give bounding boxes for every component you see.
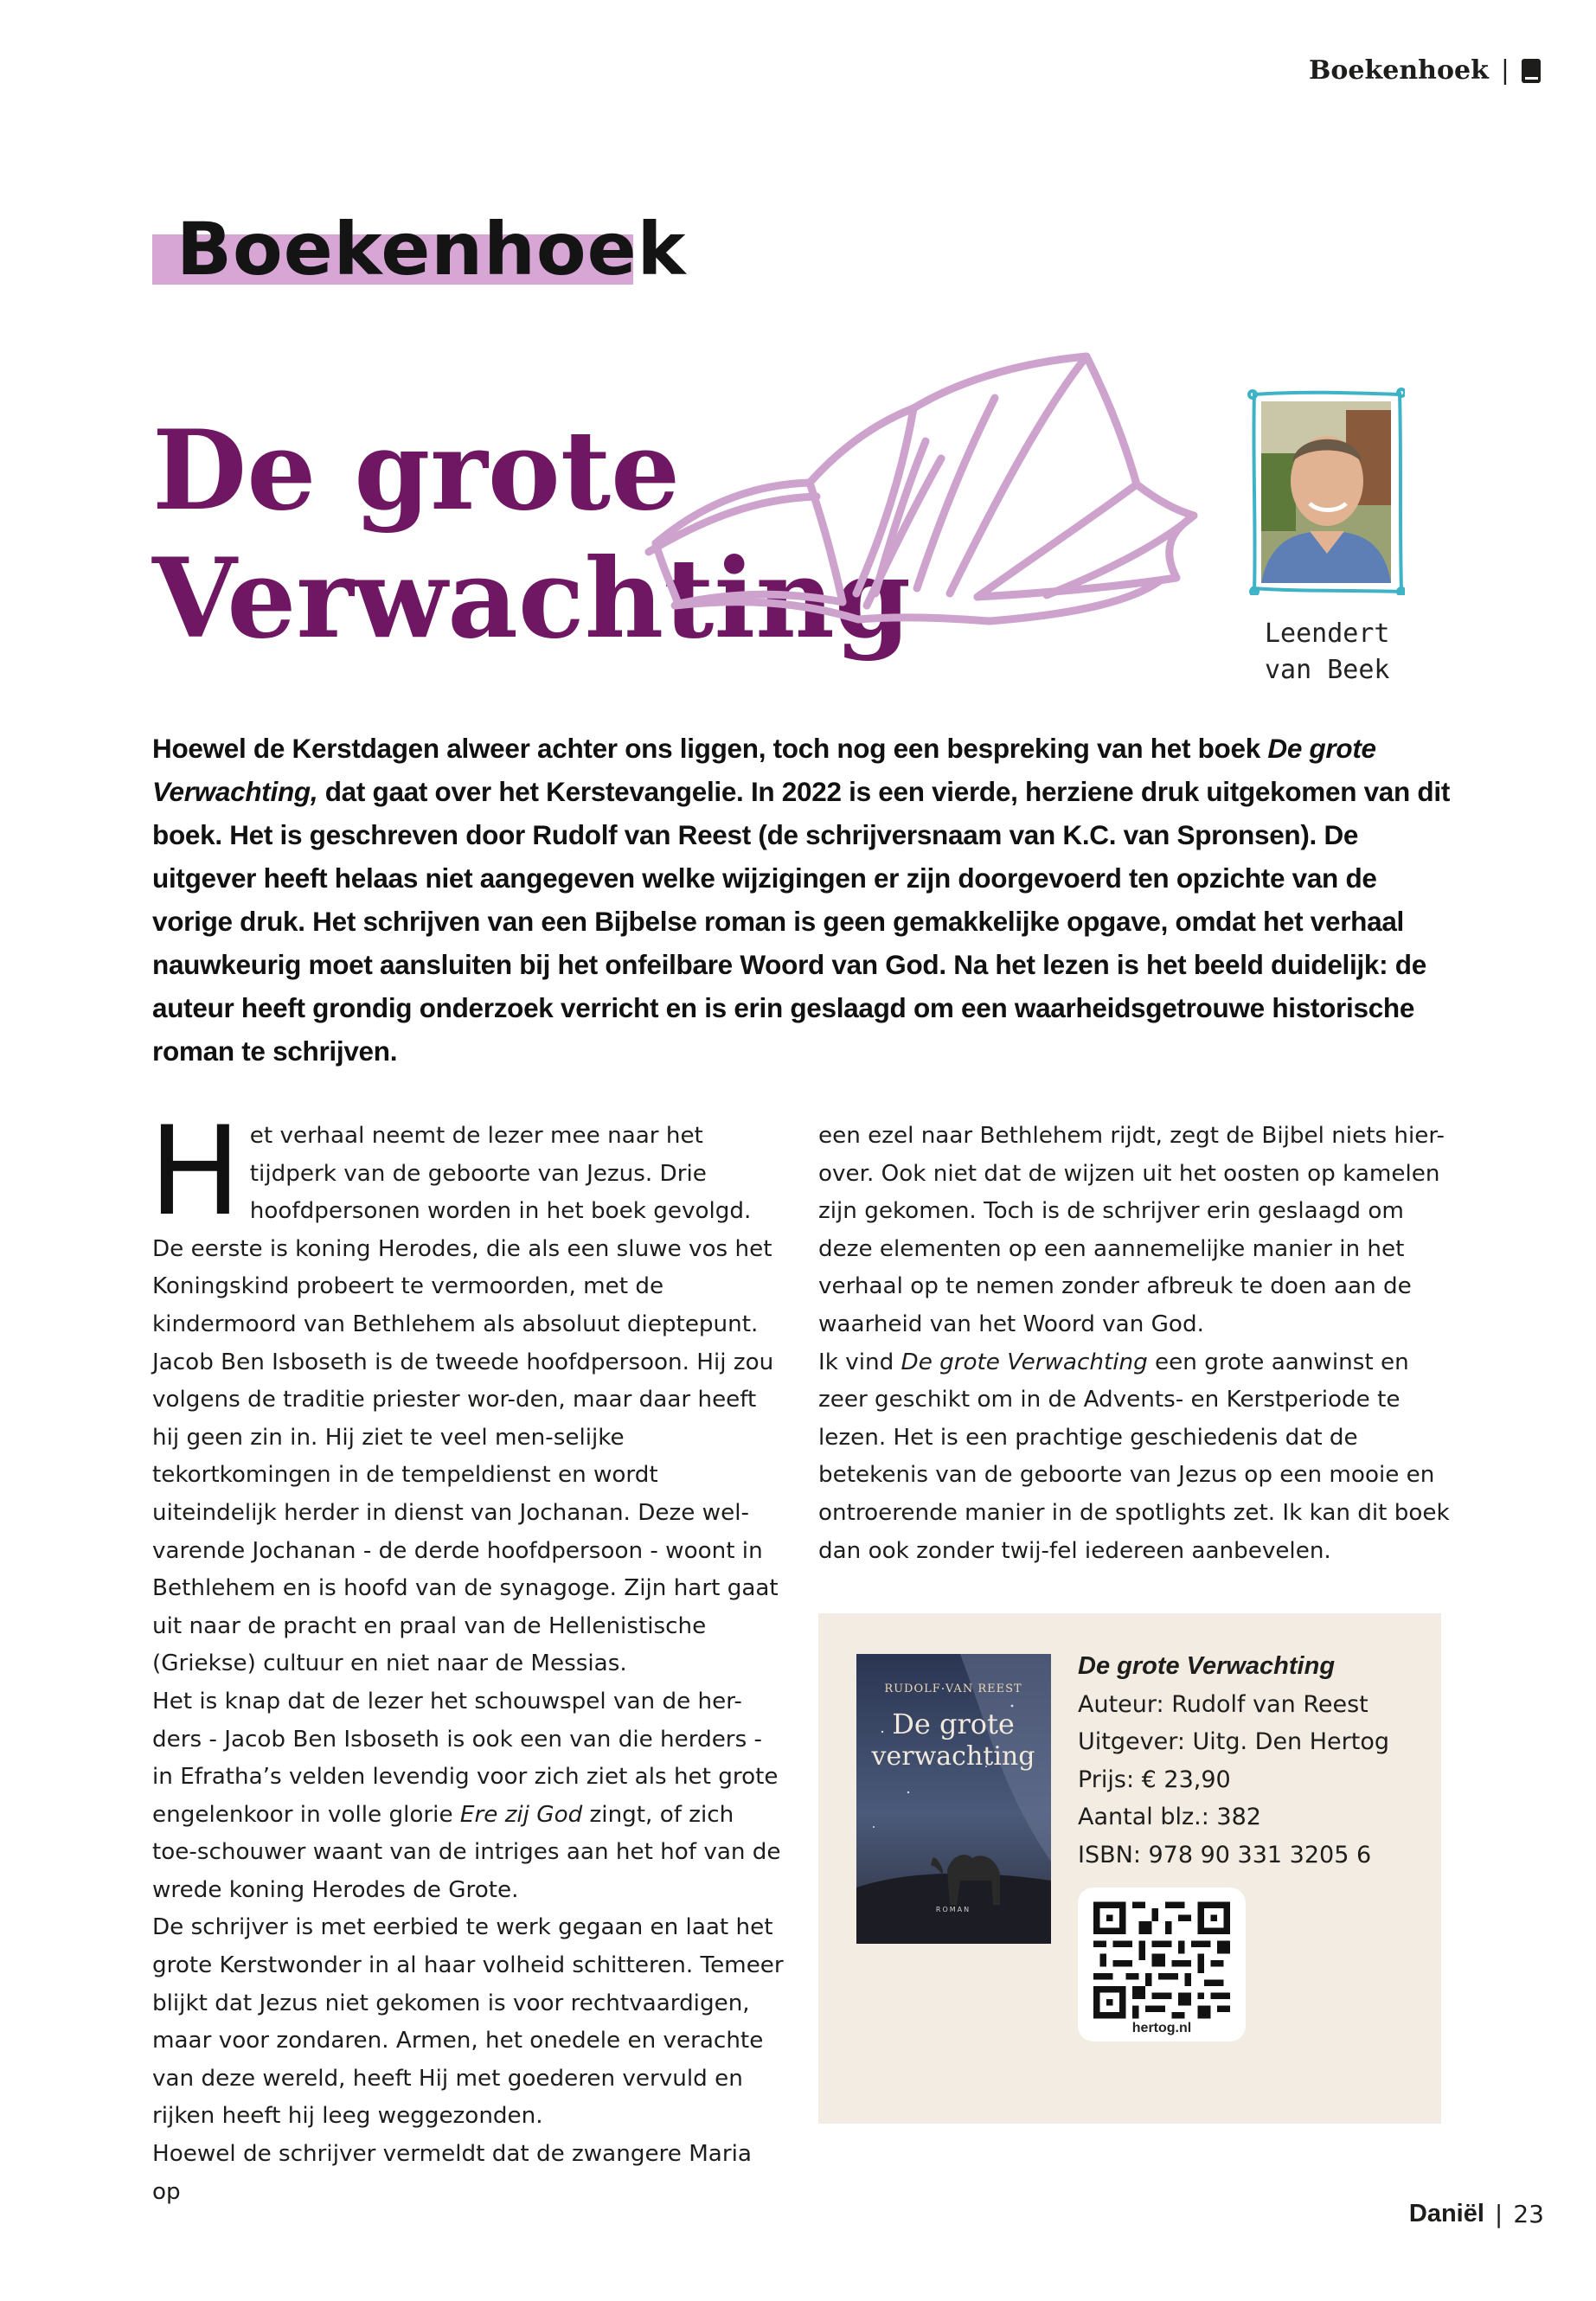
author-photo [1261, 401, 1391, 583]
running-head-separator: | [1500, 55, 1509, 86]
info-publisher: Uitgever: Uitg. Den Hertog [1078, 1728, 1390, 1755]
info-author: Auteur: Rudolf van Reest [1078, 1690, 1368, 1718]
body-italic: De grote Verwachting [901, 1349, 1148, 1375]
body-column-right [818, 1118, 1450, 1570]
footer-separator: | [1494, 2200, 1503, 2228]
qr-code[interactable] [1093, 1901, 1230, 2019]
body-column-left [149, 1100, 784, 2211]
magazine-name: Daniël [1408, 2200, 1484, 2227]
book-cover [856, 1654, 1051, 1944]
body-paragraph: De schrijver is met eerbied te werk gegaan en laat het grote Kerstwonder in al haar volheid schitteren. Temeer blijkt dat Jezus niet gekomen is voor rechtvaardigen, maar voor zondaren. Armen, het onedele en verachte van deze wereld, heeft Hij met goederen vervuld en rijken heeft hij leeg weggezonden. [152, 1914, 784, 2130]
body-paragraph: een ezel naar Bethlehem rijdt, zegt de Bijbel niets hier-over. Ook niet dat de wijzen uit het oosten op kamelen zijn gekomen. Toch is de schrijver erin geslaagd om deze elementen op een aannemelijke manier in het verhaal op te nemen zonder afbreuk te doen aan de waarheid van het Woord van God. [818, 1123, 1445, 1337]
lead-part-2: dat gaat over het Kerstevangelie. In 2022 is een vierde, herziene druk uitgekomen van dit boek. Het is geschreven door Rudolf van Reest (de schrijversnaam van K.C. van Spronsen). De uitgever heeft helaas niet aangegeven welke wijzigingen er zijn doorgevoerd ten opzichte van de vorige druk. Het schrijven van een Bijbelse roman is geen gemakkelijke opgave, omdat het verhaal nauwkeurig moet aansluiten bij het onfeilbare Woord van God. Na het lezen is het beeld duidelijk: de auteur heeft grondig onderzoek verricht en is erin geslaagd om een waarheidsgetrouwe historische roman te schrijven. [152, 776, 1451, 1067]
book-icon [1522, 59, 1541, 83]
lead-book-title: De grote Verwachting, [152, 733, 1376, 807]
author-name-line-1: Leendert [1265, 619, 1390, 649]
cover-title-line-2: verwachting [871, 1741, 1035, 1772]
author-name-line-2: van Beek [1265, 655, 1390, 685]
title-line-1: De grote [152, 407, 681, 535]
body-text: zingt, of zich toe-schouwer waant van de intriges aan het hof van de wrede koning Herodes de Grote. [152, 1801, 781, 1903]
open-book-illustration [640, 346, 1211, 631]
body-italic: Ere zij God [459, 1801, 583, 1828]
lead-paragraph [152, 727, 1450, 1073]
qr-code-card[interactable] [1078, 1888, 1246, 2041]
running-head [1309, 55, 1541, 86]
cover-author: RUDOLF VAN REEST [884, 1682, 1022, 1695]
body-paragraph: Hoewel de schrijver vermeldt dat de zwangere Maria op [152, 2141, 752, 2205]
section-heading: Boekenhoek [176, 207, 687, 292]
cover-subtitle: ROMAN [935, 1906, 971, 1913]
body-text: Het is knap dat de lezer het schouwspel van de her-ders - Jacob Ben Isboseth is ook een van die herders - in Efratha’s velden levendig voor zich ziet als het grote engelenkoor in volle glorie [152, 1688, 779, 1828]
title-line-2: Verwachting [152, 535, 911, 663]
info-isbn: ISBN: 978 90 331 3205 6 [1078, 1841, 1372, 1868]
info-price: Prijs: € 23,90 [1078, 1766, 1231, 1793]
body-text: Ik vind [818, 1349, 901, 1375]
info-pages: Aantal blz.: 382 [1078, 1804, 1261, 1830]
cover-title-line-1: De grote [892, 1708, 1015, 1740]
lead-part-1: Hoewel de Kerstdagen alweer achter ons liggen, toch nog een bespreking van het boek [152, 733, 1268, 764]
section-label [152, 206, 686, 292]
info-title: De grote Verwachting [1078, 1652, 1336, 1680]
page-number: 23 [1513, 2200, 1544, 2228]
body-text: et verhaal neemt de lezer mee naar het tijdperk van de geboorte van Jezus. Drie hoofdpersonen worden in het boek gevolgd. De eerste is koning Herodes, die als een sluwe vos het Koningskind probeert te vermoorden, met de kindermoord van Bethlehem als absoluut dieptepunt. Jacob Ben Isboseth is de tweede hoofdpersoon. Hij zou volgens de traditie priester wor-den, maar daar heeft hij geen zin in. Hij ziet te veel men-selijke tekortkomingen in de tempeldienst en wordt uiteindelijk herder in dienst van Jochanan. Deze wel-varende Jochanan - de derde hoofdpersoon - woont in Bethlehem en is hoofd van de synagoge. Zijn hart gaat uit naar de pracht en praal van de Hellenistische (Griekse) cultuur en niet naar de Messias. [152, 1123, 779, 1677]
body-paragraph [818, 1344, 1450, 1571]
book-info-box [818, 1613, 1441, 2124]
qr-label[interactable]: hertog.nl [1131, 2021, 1192, 2035]
drop-cap: H [149, 1100, 241, 1243]
body-text: een grote aanwinst en zeer geschikt om in de Advents- en Kerstperiode te lezen. Het is een prachtige geschiedenis dat de betekenis van de geboorte van Jezus op een mooie en ontroerende manier in de spotlights zet. Ik kan dit boek dan ook zonder twij-fel iedereen aanbevelen. [818, 1349, 1450, 1564]
book-details [1078, 1648, 1389, 1874]
body-paragraph [152, 1683, 784, 1910]
running-head-section: Boekenhoek [1309, 55, 1489, 86]
page-footer [1409, 2200, 1544, 2228]
author-name [1265, 616, 1438, 689]
body-paragraph [149, 1100, 784, 1683]
